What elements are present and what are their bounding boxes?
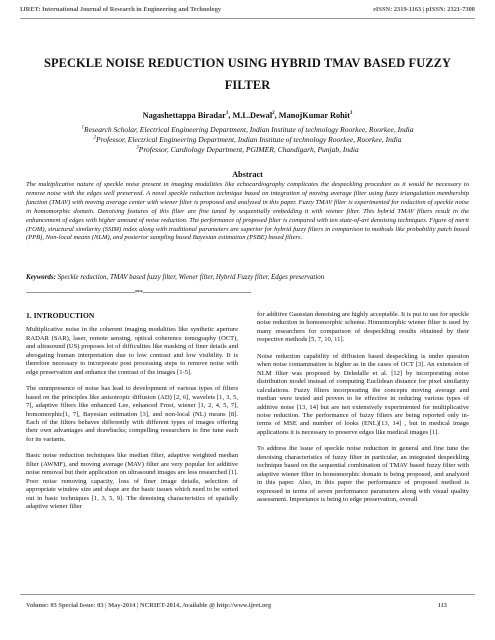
journal-name: IJRET: International Journal of Research in Engineering and Technology bbox=[20, 6, 222, 13]
footer-citation: Volume: 03 Special Issue: 03 | May-2014 | NCRIET-2014, Available @ http://www.ijret.org bbox=[26, 602, 272, 609]
keywords-label: Keywords: bbox=[26, 274, 56, 281]
footer-rule bbox=[20, 594, 475, 595]
affiliation: $^1$Research Scholar, Electrical Engineering Department, Indian Institute of technology Roorkee, Roorkee, India bbox=[81, 125, 414, 134]
left-column bbox=[26, 312, 238, 520]
abstract-heading: Abstract bbox=[232, 170, 263, 179]
section-separator: -----------------------------------------------------------------------***----------------------------------------------------------------------- bbox=[26, 289, 251, 296]
keywords bbox=[26, 273, 469, 282]
running-footer bbox=[26, 602, 447, 609]
paper-title: SPECKLE NOISE REDUCTION USING HYBRID TMAV BASED FUZZY FILTER bbox=[43, 56, 452, 92]
paragraph: Noise reduction capability of diffusion based despeckling is under question when noise contamination is higher as in the cases of OCT [3]. An extension of NLM filter was proposed by Deledalle et al. [12] by incorporating noise distribution model instead of computing Euclidean distance for pixel similarity calculations. Fuzzy filters incorporating the concepts moving average and median were tested and proven to be effective in reducing various types of additive noise [13, 14] but are not extensively experimented for multiplicative noise reduction. The performance of fuzzy filters are being reported only in-terms of MSE and number of looks (ENL)[13, 14] , but in medical image applications it is necessary to preserve edges like medical images [1]. bbox=[257, 352, 469, 436]
paragraph: To address the issue of speckle noise reduction in general and fine tune the denoising characteristics of fuzzy filter in particular, an integrated despeckling technique based on the sequential combination of TMAV based fuzzy filter with adaptive wiener filter in homomorphic domain is being proposed, and analyzed in this paper. Also, in this paper the performance of proposed method is expressed in terms of seven performance parameters along with visual quality assessment. Importance is being to edge preservation, overall bbox=[257, 445, 469, 504]
section-heading: 1. INTRODUCTION bbox=[26, 311, 95, 320]
issn-label: eISSN: 2319-1163 | pISSN: 2321-7308 bbox=[373, 6, 475, 13]
header-rule bbox=[20, 18, 475, 19]
affiliations bbox=[20, 125, 475, 155]
paragraph: Basic noise reduction techniques like median filter, adaptive weighted median filter (AWMF), and moving average (MAV) filter are very popular for additive noise removal but their application on ultrasound images are less researched [1]. Poor noise removing capacity, loss of finer image details, selection of appropriate window size and shape are the basic issues which need to be sorted out in basic techniques [1, 3, 5, 9]. The denoising characteristics of spatially adaptive wiener filter bbox=[26, 452, 238, 511]
author: Nagashettappa Biradar$^1$, bbox=[142, 111, 233, 120]
paragraph: Multiplicative noise in the coherent imaging modalities like synthetic aperture RADAR (SAR), laser, remote sensing, optical coherence tomography (OCT), and ultrasound (US) proposes lot of difficulties like masking of finer details and abrogating human interpretation due to low contrast and low visibility. It is therefore necessary to incorporate post processing steps to remove noise with edge preservation and enhance the contrast of the images [1-5]. bbox=[26, 326, 238, 376]
paragraph: for additive Gaussian denoising are highly acceptable. It is put to use for speckle noise reduction in homomorphic scheme. Homomorphic wiener filter is used by many researchers for comparison of despeckling results obtained by their respective methods [5, 7, 10, 11]. bbox=[257, 311, 469, 344]
affiliation: $^2$Professor, Electrical Engineering Department, Indian Institute of technology Roorkee, Roorkee, India bbox=[93, 135, 402, 144]
right-column bbox=[257, 311, 469, 513]
author-list bbox=[20, 111, 475, 120]
page-number: 113 bbox=[437, 602, 447, 609]
abstract-text: The multiplicative nature of speckle noise present in imaging modalities like echocardiography complicates the despeckling procedure as it would be necessary to remove noise with the edges well preserved. A novel speckle reduction technique based on integration of moving average filter using fuzzy triangulation membership function (TMAV) with moving average center with wiener filter is proposed and analyzed in this paper. Fuzzy TMAV filter is experimented for reduction of speckle noise in homomorphic domain. Denoising features of this filter are fine tuned by sequentially embedding it with wiener filter. This hybrid TMAV filters result in the enhancement of edges with higher amount of noise reduction. The performance of proposed filter is compared with ten state-of-art denoising techniques. Figure of merit (FOM), structural similarity (SSIM) index along with traditional parameters are superior for hybrid fuzzy filters in comparison to methods like probability patch based (PPB), Non-local means (NLM), and posterior sampling based Bayesian estimation (PSBE) based filters. bbox=[26, 181, 469, 242]
paragraph: The omnipresence of noise has lead to development of various types of filters based on the principles like anisotropic diffusion (AD) [2, 6], wavelets [1, 3, 5, 7], adaptive filters like enhanced Lee, enhanced Frost, wiener [1, 2, 4, 5, 7], homomorphic[1, 7], Bayesian estimation [3], and non-local (NL) means [8]. Each of the filters behaves differently with different types of images offering their own advantages and drawbacks; compelling researchers to fine tune each for its variants. bbox=[26, 385, 238, 443]
author: ManojKumar Rohit$^3$ bbox=[278, 111, 353, 120]
affiliation: $^3$Professor, Cardiology Department, PGIMER, Chandigarh, Punjab, India bbox=[136, 145, 359, 154]
keywords-text: Speckle reduction, TMAV based fuzzy filter, Wiener filter, Hybrid Fuzzy filter, Edges preservation bbox=[55, 274, 325, 281]
author: M.L.Dewal$^2$, bbox=[232, 111, 279, 120]
